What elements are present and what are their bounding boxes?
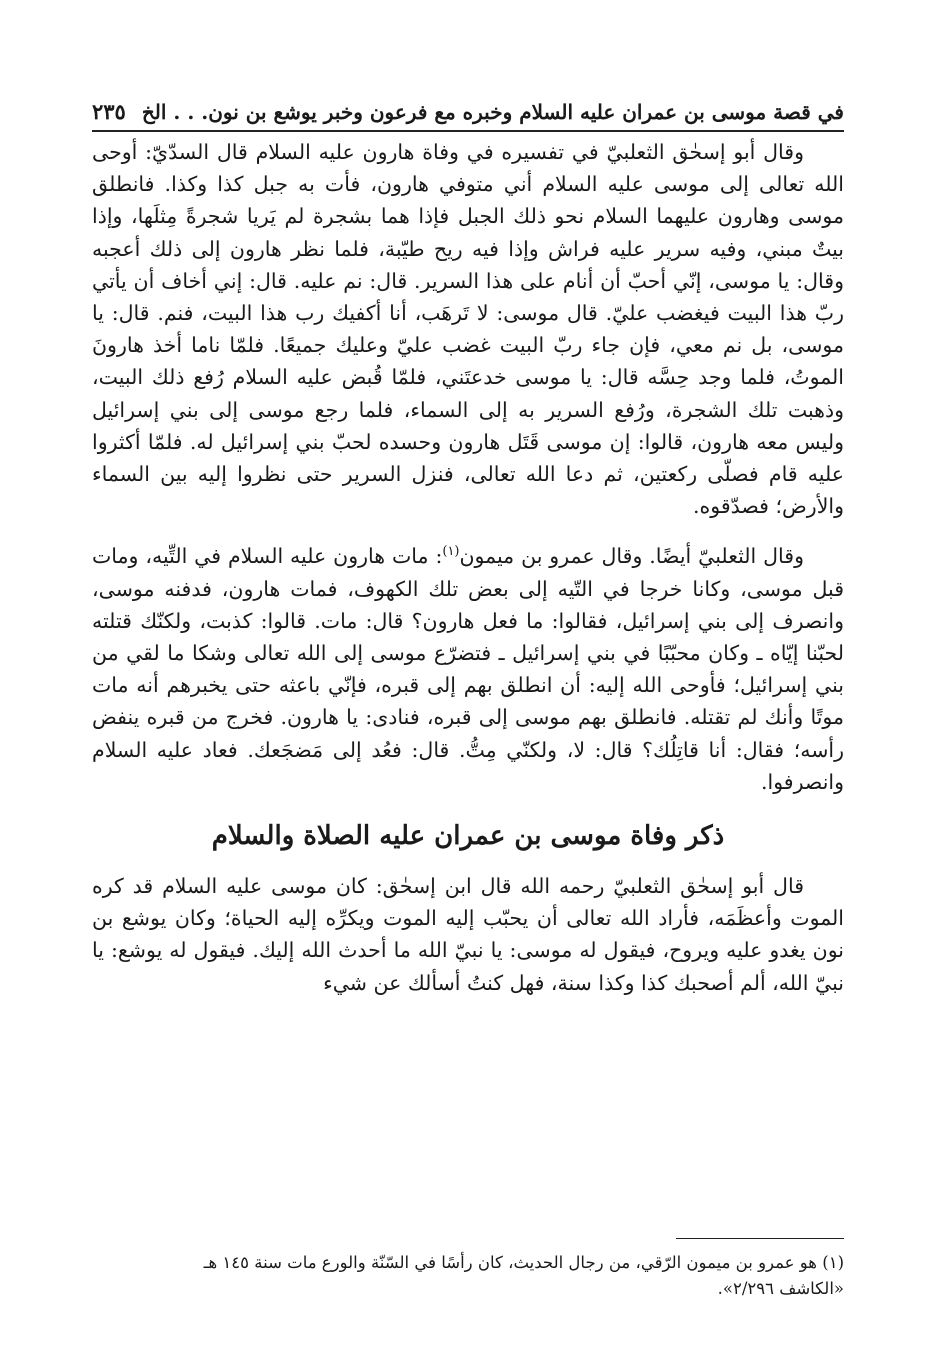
footnote-reference: (١) — [442, 544, 460, 560]
footnote-rule — [676, 1238, 844, 1239]
footnote-line-1: (١) هو عمرو بن ميمون الرّقي، من رجال الحديث، كان رأسًا في السّنّة والورع مات سنة ١٤٥ هـ — [203, 1253, 844, 1272]
page-number: ٢٣٥ — [92, 99, 126, 124]
running-title: في قصة موسى بن عمران عليه السلام وخبره مع فرعون وخبر يوشع بن نون. . . الخ — [141, 100, 844, 124]
paragraph-2 — [92, 540, 844, 798]
running-header — [92, 80, 844, 124]
footnote-line-2: «الكاشف ٢/٢٩٦». — [717, 1279, 844, 1298]
header-rule — [92, 130, 844, 132]
paragraph-1: وقال أبو إسحٰق الثعلبيّ في تفسيره في وفاة هارون عليه السلام قال السدّيّ: أوحى الله تعالى إلى موسى عليه السلام أني متوفي هارون، فأت به جبل كذا وكذا. فانطلق موسى وهارون عليهما السلام نحو ذلك الجبل فإذا هما بشجرة لم يَريا شجرةً مِثلَها، وإذا بيتٌ مبني، وفيه سرير عليه فراش وإذا فيه ريح طيّبة، فلما نظر هارون إلى ذلك أعجبه وقال: يا موسى، إنّي أحبّ أن أنام على هذا السرير. قال: نم عليه. قال: إني أخاف أن يأتي ربّ هذا البيت فيغضب عليّ. قال موسى: لا تَرهَب، أنا أكفيك رب هذا البيت، فنم. قال: يا موسى، بل نم معي، فإن جاء ربّ البيت غضب عليّ وعليك جميعًا. فلمّا ناما أخذ هارونَ الموتُ، فلما وجد حِسَّه قال: يا موسى خدعتَني، فلمّا قُبض عليه السلام رُفع ذلك البيت، وذهبت تلك الشجرة، ورُفع السرير به إلى السماء، فلما رجع موسى إلى بني إسرائيل وليس معه هارون، قالوا: إن موسى قَتَل هارون وحسده لحبّ بني إسرائيل له. فلمّا أكثروا عليه قام فصلّى ركعتين، ثم دعا الله تعالى، فنزل السرير حتى نظروا إليه بين السماء والأرض؛ فصدّقوه. — [92, 140, 844, 519]
paragraph-2-part-1: وقال الثعلبيّ أيضًا. وقال عمرو بن ميمون — [459, 544, 804, 569]
paragraph-2-part-2: : مات هارون عليه السلام في التِّيه، ومات قبل موسى، وكانا خرجا في التّيه إلى بعض تلك الكهوف، فمات هارون، فدفنه موسى، وانصرف إلى بني إسرائيل، فقالوا: ما فعل هارون؟ قال: مات. قالوا: كذبت، ولكنّك قتلته لحبّنا إيّاه ـ وكان محبّبًا في بني إسرائيل ـ فتضرّع موسى إلى الله تعالى وشكا ما لقي من بني إسرائيل؛ فأوحى الله إليه: أن انطلق بهم إلى قبره، فإنّي باعثه حتى يخبرهم أنه مات موتًا وأنك لم تقتله. فانطلق بهم موسى إلى قبره، فنادى: يا هارون. فخرج من قبره ينفض رأسه؛ فقال: أنا قاتِلُك؟ قال: لا، ولكنّي مِتُّ. قال: فعُد إلى مَضجَعك. فعاد عليه السلام وانصرفوا. — [92, 544, 844, 794]
section-heading: ذكر وفاة موسى بن عمران عليه الصلاة والسلام — [211, 821, 725, 852]
footnote — [92, 1250, 844, 1302]
paragraph-3: قال أبو إسحٰق الثعلبيّ رحمه الله قال ابن إسحٰق: كان موسى عليه السلام قد كره الموت وأعظَمَه، فأراد الله تعالى أن يحبّب إليه الموت ويكرِّه إليه الحياة؛ وكان يوشع بن نون يغدو عليه ويروح، فيقول له موسى: يا نبيّ الله ما أحدث الله إليك. فيقول له يوشع: يا نبيّ الله، ألم أصحبك كذا وكذا سنة، فهل كنتُ أسألك عن شيء — [92, 874, 844, 995]
body-text — [92, 136, 844, 999]
